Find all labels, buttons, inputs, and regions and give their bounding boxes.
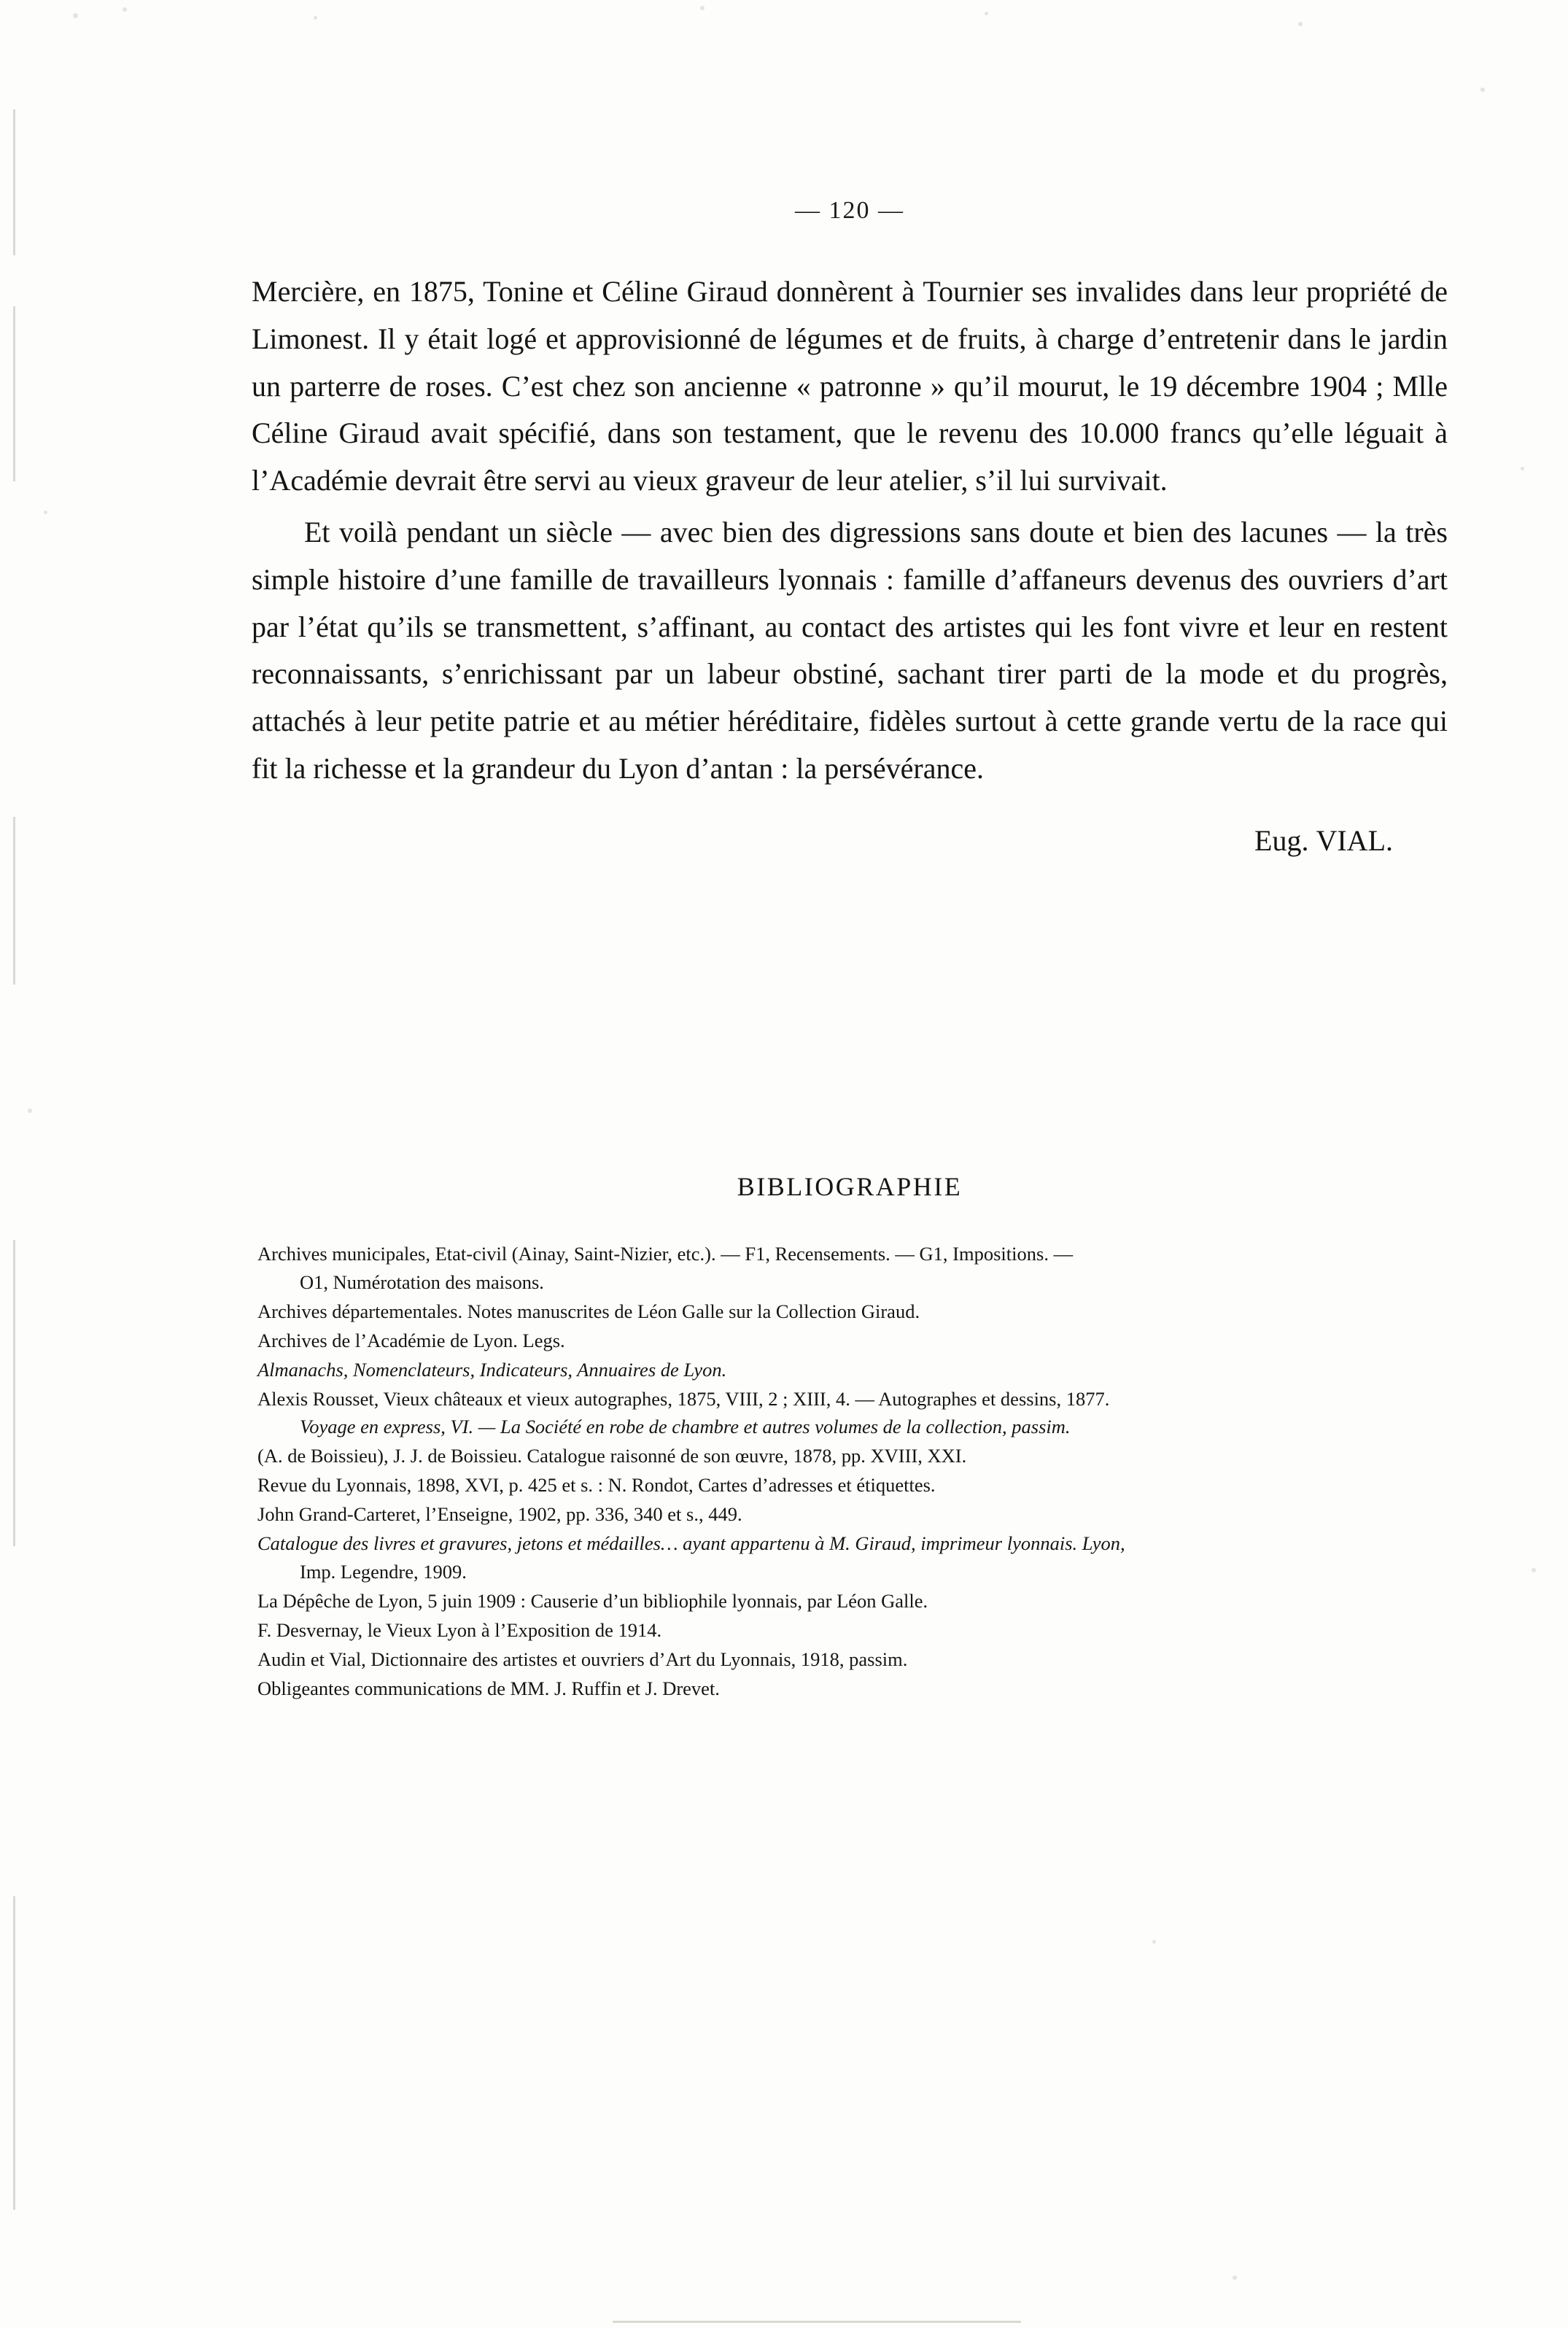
entry-text: Archives de l’Académie de Lyon. Legs.: [257, 1329, 565, 1351]
scan-speck: [314, 16, 317, 20]
margin-rule: [13, 1240, 15, 1546]
bibliography-entry: [257, 1616, 1448, 1645]
margin-rule: [613, 2321, 1021, 2323]
scan-speck: [700, 6, 705, 10]
page-content: [252, 197, 1448, 1704]
signature-first-name: Eug.: [1254, 823, 1316, 857]
scan-speck: [73, 13, 78, 18]
bibliography-entry: [257, 1385, 1448, 1442]
margin-rule: [13, 109, 15, 255]
margin-rule: [13, 306, 15, 481]
page-number: — 120 —: [795, 197, 904, 224]
entry-text: La Dépêche de Lyon, 5 juin 1909 : Causerie d’un bibliophile lyonnais, par Léon Galle.: [257, 1590, 928, 1613]
scan-speck: [1233, 2275, 1237, 2280]
scan-speck: [985, 12, 988, 15]
margin-rule: [13, 1896, 15, 2210]
bibliography-entry: [257, 1327, 1448, 1355]
paragraph-2: Et voilà pendant un siècle — avec bien des digressions sans doute et bien des lacunes — la très simple histoire d’une famille de travailleurs lyonnais : famille d’affaneurs devenus des ouvriers d’art par l’état qu’ils se transmettent, s’affinant, au contact des artistes qui les font vivre et leur en restent reconnaissants, s’enrichissant par un labeur obstiné, sachant tirer parti de la mode et du progrès, attachés à leur petite patrie et au métier héréditaire, fidèles surtout à cette grande vertu de la race qui fit la richesse et la grandeur du Lyon d’antan : la persévérance.: [252, 515, 1448, 785]
entry-text: Catalogue des livres et gravures, jetons et médailles… ayant appartenu à M. Giraud, imprimeur lyonnais. Lyon,: [257, 1532, 1125, 1555]
entry-continuation: Imp. Legendre, 1909.: [300, 1561, 467, 1583]
entry-text: Archives départementales. Notes manuscrites de Léon Galle sur la Collection Giraud.: [257, 1300, 920, 1322]
bibliography-entry: [257, 1675, 1448, 1703]
entry-text: F. Desvernay, le Vieux Lyon à l’Exposition de 1914.: [257, 1619, 662, 1642]
bibliography-entry: [257, 1471, 1448, 1499]
bibliography-entry: [257, 1645, 1448, 1674]
entry-text: Obligeantes communications de MM. J. Ruffin et J. Drevet.: [257, 1677, 720, 1700]
bibliography-list: [252, 1240, 1448, 1703]
scan-speck: [123, 7, 127, 12]
bibliography-heading: BIBLIOGRAPHIE: [737, 1171, 963, 1201]
entry-continuation: Voyage en express, VI. — La Société en robe de chambre et autres volumes de la collection, passim.: [300, 1416, 1071, 1438]
bibliography-entry: [257, 1587, 1448, 1615]
scan-speck: [44, 511, 47, 514]
bibliography-entry: [257, 1356, 1448, 1384]
signature-last-name: VIAL.: [1316, 823, 1393, 857]
entry-text: Audin et Vial, Dictionnaire des artistes et ouvriers d’Art du Lyonnais, 1918, passim.: [257, 1648, 908, 1671]
scan-speck: [1480, 88, 1485, 92]
scan-speck: [1298, 22, 1303, 26]
entry-text: Archives municipales, Etat-civil (Ainay, Saint-Nizier, etc.). — F1, Recensements. — G1, Impositions. —: [257, 1242, 1074, 1265]
entry-continuation: O1, Numérotation des maisons.: [300, 1270, 544, 1293]
scan-speck: [1152, 1940, 1156, 1944]
entry-text: (A. de Boissieu), J. J. de Boissieu. Catalogue raisonné de son œuvre, 1878, pp. XVIII, XXI.: [257, 1445, 967, 1467]
bibliography-entry: [257, 1442, 1448, 1470]
entry-text: John Grand-Carteret, l’Enseigne, 1902, pp. 336, 340 et s., 449.: [257, 1503, 742, 1526]
bibliography-entry: [257, 1240, 1448, 1297]
bibliography-entry: [257, 1529, 1448, 1586]
scan-speck: [28, 1109, 32, 1113]
scan-speck: [1521, 467, 1524, 470]
scan-speck: [1532, 1568, 1536, 1572]
entry-text: Revue du Lyonnais, 1898, XVI, p. 425 et s. : N. Rondot, Cartes d’adresses et étiquettes.: [257, 1474, 936, 1497]
entry-text: Alexis Rousset, Vieux châteaux et vieux autographes, 1875, VIII, 2 ; XIII, 4. — Autographes et dessins, 1877.: [257, 1387, 1110, 1410]
margin-rule: [13, 817, 15, 985]
bibliography-entry: [257, 1500, 1448, 1529]
entry-text: Almanachs, Nomenclateurs, Indicateurs, Annuaires de Lyon.: [257, 1358, 727, 1381]
paragraph-1: Mercière, en 1875, Tonine et Céline Giraud donnèrent à Tournier ses invalides dans leur propriété de Limonest. Il y était logé et approvisionné de légumes et de fruits, à charge d’entretenir dans le jardin un parterre de roses. C’est chez son ancienne « patronne » qu’il mourut, le 19 décembre 1904 ; Mlle Céline Giraud avait spécifié, dans son testament, que le revenu des 10.000 francs qu’elle léguait à l’Académie devrait être servi au vieux graveur de leur atelier, s’il lui survivait.: [252, 275, 1448, 497]
author-signature: [252, 823, 1448, 858]
bibliography-entry: [257, 1297, 1448, 1326]
